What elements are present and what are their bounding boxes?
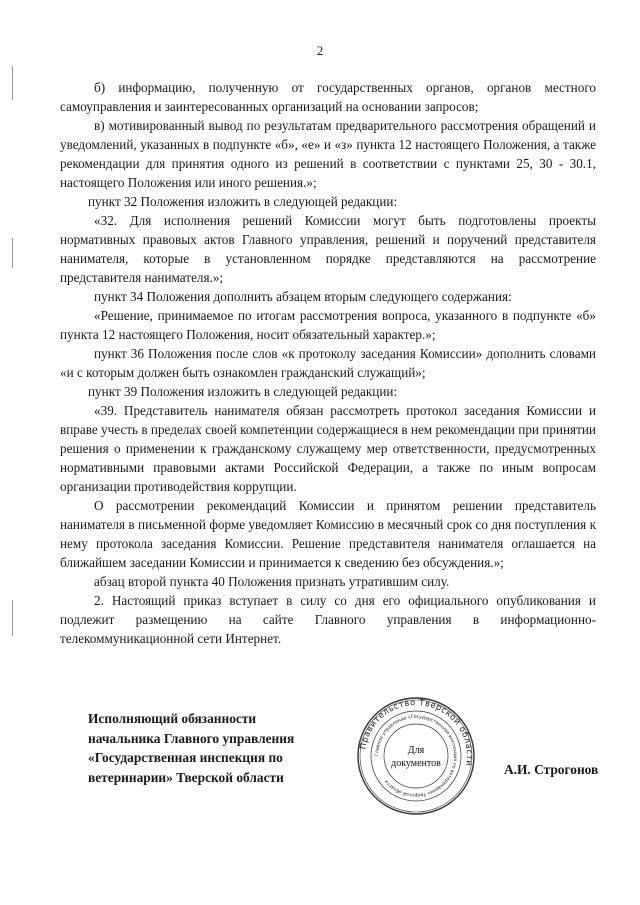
paragraph: абзац второй пункта 40 Положения признать утратившим силу.: [94, 574, 450, 589]
paragraph: пункт 39 Положения изложить в следующей редакции:: [88, 384, 398, 399]
paragraph: в) мотивированный вывод по результатам предварительного рассмотрения обращений и уведомлений, указанных в подпункте «б», «е» и «з» пункта 12 настоящего Положения, а также рекомендации для принятия одного из решений в соответствии с пунктами 25, 30 - 30.1, настоящего Положения или иного решения.»;: [60, 118, 596, 190]
seal-center-text-1: Для: [407, 745, 425, 756]
paragraph: пункт 36 Положения после слов «к протоколу заседания Комиссии» дополнить словами «и с которым должен быть ознакомлен гражданский служащий»;: [60, 346, 596, 380]
signature-line: начальника Главного управления: [88, 730, 295, 746]
signature-line: ветеринарии» Тверской области: [88, 769, 284, 785]
scan-edge-mark: [12, 238, 13, 268]
paragraph: пункт 34 Положения дополнить абзацем вторым следующего содержания:: [94, 289, 512, 304]
signature-line: «Государственная инспекция по: [88, 750, 283, 765]
paragraph: «39. Представитель нанимателя обязан рассмотреть протокол заседания Комиссии и вправе учесть в пределах своей компетенции содержащиеся в нем рекомендации при принятии решения о применении к гражданскому служащему мер ответственности, предусмотренных нормативными правовыми актами Российской Федерации, а также по иным вопросам организации противодействия коррупции.: [60, 403, 596, 494]
document-body: [60, 78, 596, 648]
signer-name: А.И. Строгонов: [504, 762, 599, 777]
paragraph: «Решение, принимаемое по итогам рассмотрения вопроса, указанного в подпункте «б» пункта 12 настоящего Положения, носит обязательный характер.»;: [60, 308, 596, 342]
paragraph: б) информацию, полученную от государственных органов, органов местного самоуправления и заинтересованных организаций на основании запросов;: [60, 80, 596, 114]
scan-edge-mark: [12, 66, 13, 100]
seal-inner-text: Главное управление «Государственная инспекция по ветеринарии» Тверской области: [374, 714, 458, 798]
page-number: 2: [316, 43, 324, 58]
scan-edge-mark: [12, 600, 13, 636]
svg-text:Правительство Тверской области: [357, 697, 475, 767]
signature-title-block: [88, 709, 338, 787]
signature-line: Исполняющий обязанности: [88, 711, 257, 726]
seal-outer-text: Правительство Тверской области: [357, 696, 476, 768]
paragraph: «32. Для исполнения решений Комиссии могут быть подготовлены проекты нормативных правовых актов Главного управления, решений и поручений представителя нанимателя, которые в установленном порядке представляются на рассмотрение представителя нанимателя.»;: [60, 213, 596, 285]
paragraph: О рассмотрении рекомендаций Комиссии и принятом решении представитель нанимателя в письменной форме уведомляет Комиссию в месячный срок со дня поступления к нему протокола заседания Комиссии. Решение представителя нанимателя оглашается на ближайшем заседании Комиссии и принимается к сведению без обсуждения.»;: [60, 498, 596, 570]
official-seal-icon: [356, 696, 476, 816]
seal-center-text-2: документов: [391, 758, 441, 769]
paragraph: 2. Настоящий приказ вступает в силу со дня его официального опубликования и подлежит размещению на сайте Главного управления в информационно-телекоммуникационной сети Интернет.: [60, 593, 596, 646]
paragraph: пункт 32 Положения изложить в следующей редакции:: [88, 194, 398, 209]
